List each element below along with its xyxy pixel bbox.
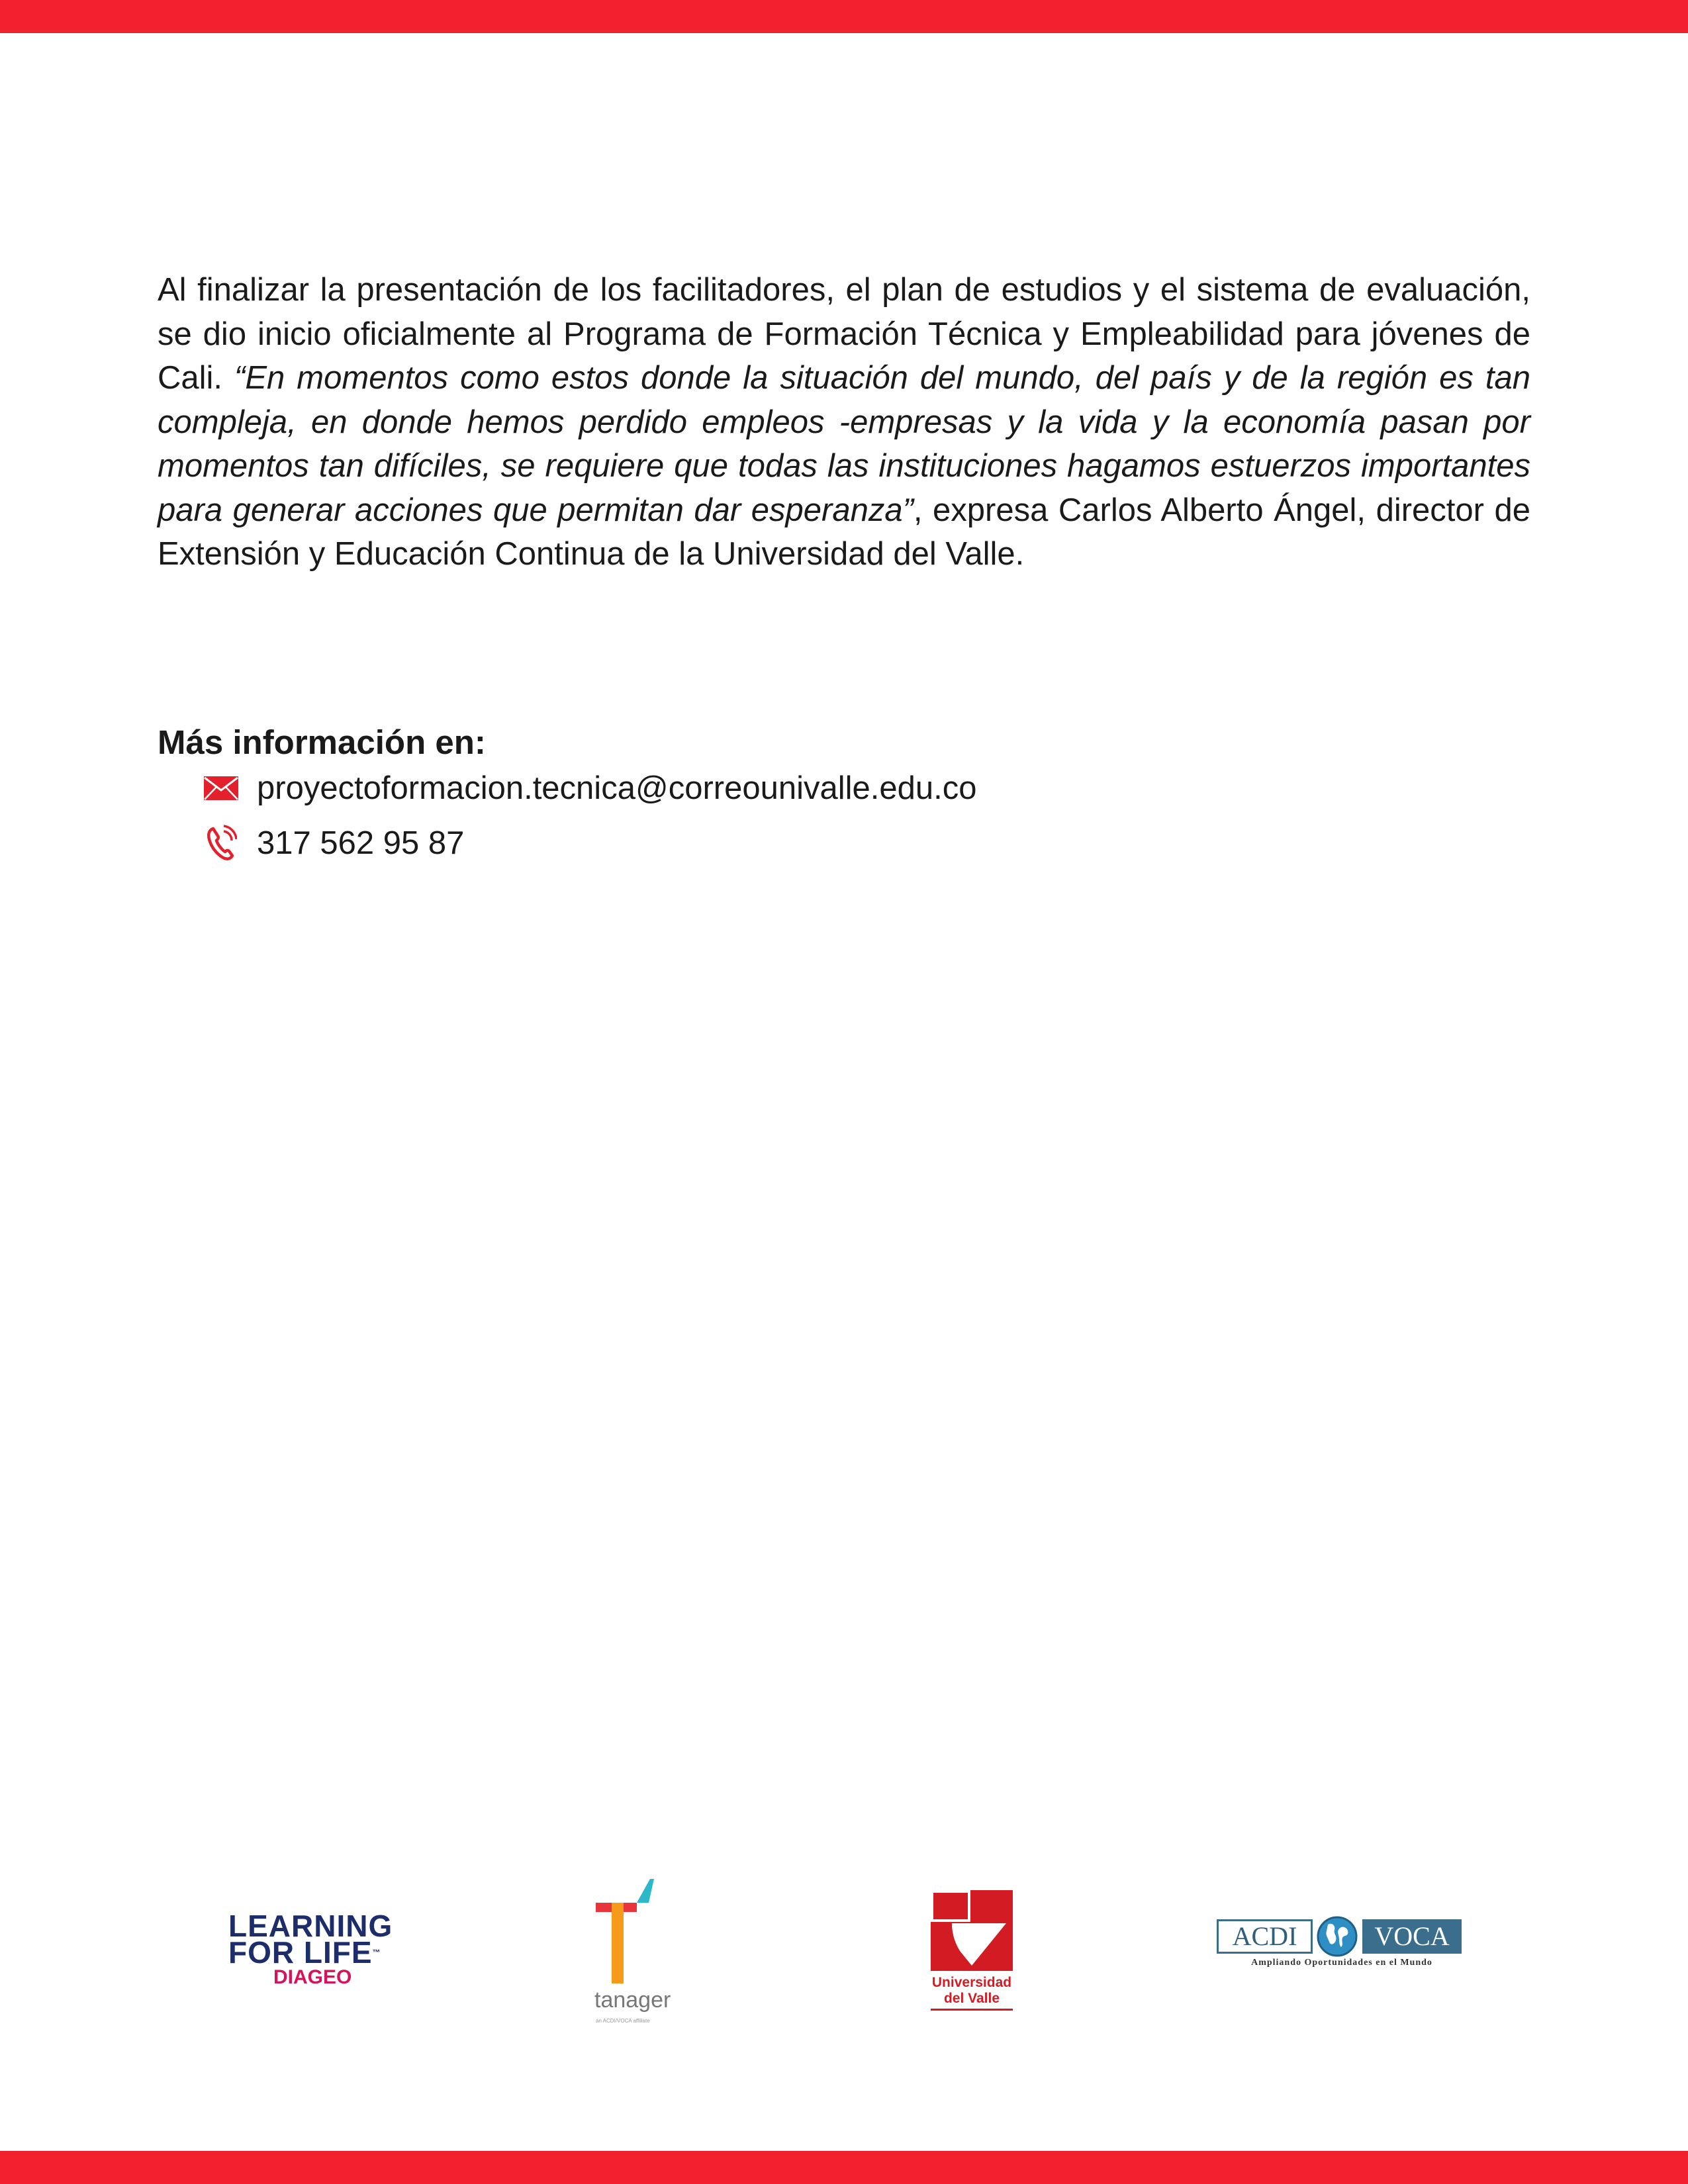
paragraph-intro: Al finalizar la presentación de los facilitadores, el plan de estudios y el sistema de evaluación, se dio inicio oficialmente al Programa de Formación Técnica y Empleabilidad para jóvenes de Cali.: [158, 272, 1530, 396]
univalle-line1: Universidad: [931, 1975, 1012, 1990]
tanager-subtitle: an ACDI/VOCA affiliate: [596, 2018, 650, 2024]
voca-right-box: VOCA: [1362, 1919, 1462, 1954]
acdivoca-logo: [1217, 1919, 1462, 1968]
bottom-red-band: [0, 2151, 1688, 2184]
univalle-line2: del Valle: [943, 1991, 1000, 2006]
tanager-logo: [583, 1876, 682, 2028]
lfl-trademark: ™: [372, 1948, 381, 1957]
body-paragraph: [158, 268, 1530, 576]
lfl-line1: LEARNING: [228, 1909, 393, 1943]
univalle-logo: [925, 1888, 1018, 2013]
learning-for-life-logo: [228, 1909, 407, 1989]
tanager-name: tanager: [594, 1987, 671, 2013]
lfl-line2: FOR LIFE™: [228, 1935, 381, 1970]
paragraph-attribution: , expresa Carlos Alberto Ángel, director de Extensión y Educación Continua de la Universidad del Valle.: [158, 492, 1530, 572]
acdi-left-box: ACDI: [1217, 1919, 1313, 1954]
top-red-band: [0, 0, 1688, 33]
more-info-heading: Más información en:: [158, 723, 486, 761]
univalle-shield-icon: [925, 1888, 1018, 1974]
univalle-underline: [931, 2009, 1013, 2011]
acdivoca-tagline: Ampliando Oportunidades en el Mundo: [1251, 1958, 1432, 1968]
globe-icon: [1315, 1915, 1360, 1958]
phone-icon: [202, 824, 240, 862]
diageo-brand: DIAGEO: [273, 1966, 352, 1988]
phone-number[interactable]: 317 562 95 87: [257, 825, 465, 861]
paragraph-quote: “En momentos como estos donde la situación del mundo, del país y de la región es tan compleja, en donde hemos perdido empleos -empresas y la vida y la economía pasan por momentos tan difíciles, se requiere que todas las instituciones hagamos estuerzos importantes para generar acciones que permitan dar esperanza”: [158, 360, 1531, 528]
email-link[interactable]: proyectoformacion.tecnica@correounivalle.edu.co: [257, 770, 977, 806]
email-contact[interactable]: [202, 769, 976, 807]
phone-contact[interactable]: [202, 824, 464, 862]
tanager-mark-icon: [583, 1876, 682, 1989]
envelope-icon: [202, 769, 240, 807]
